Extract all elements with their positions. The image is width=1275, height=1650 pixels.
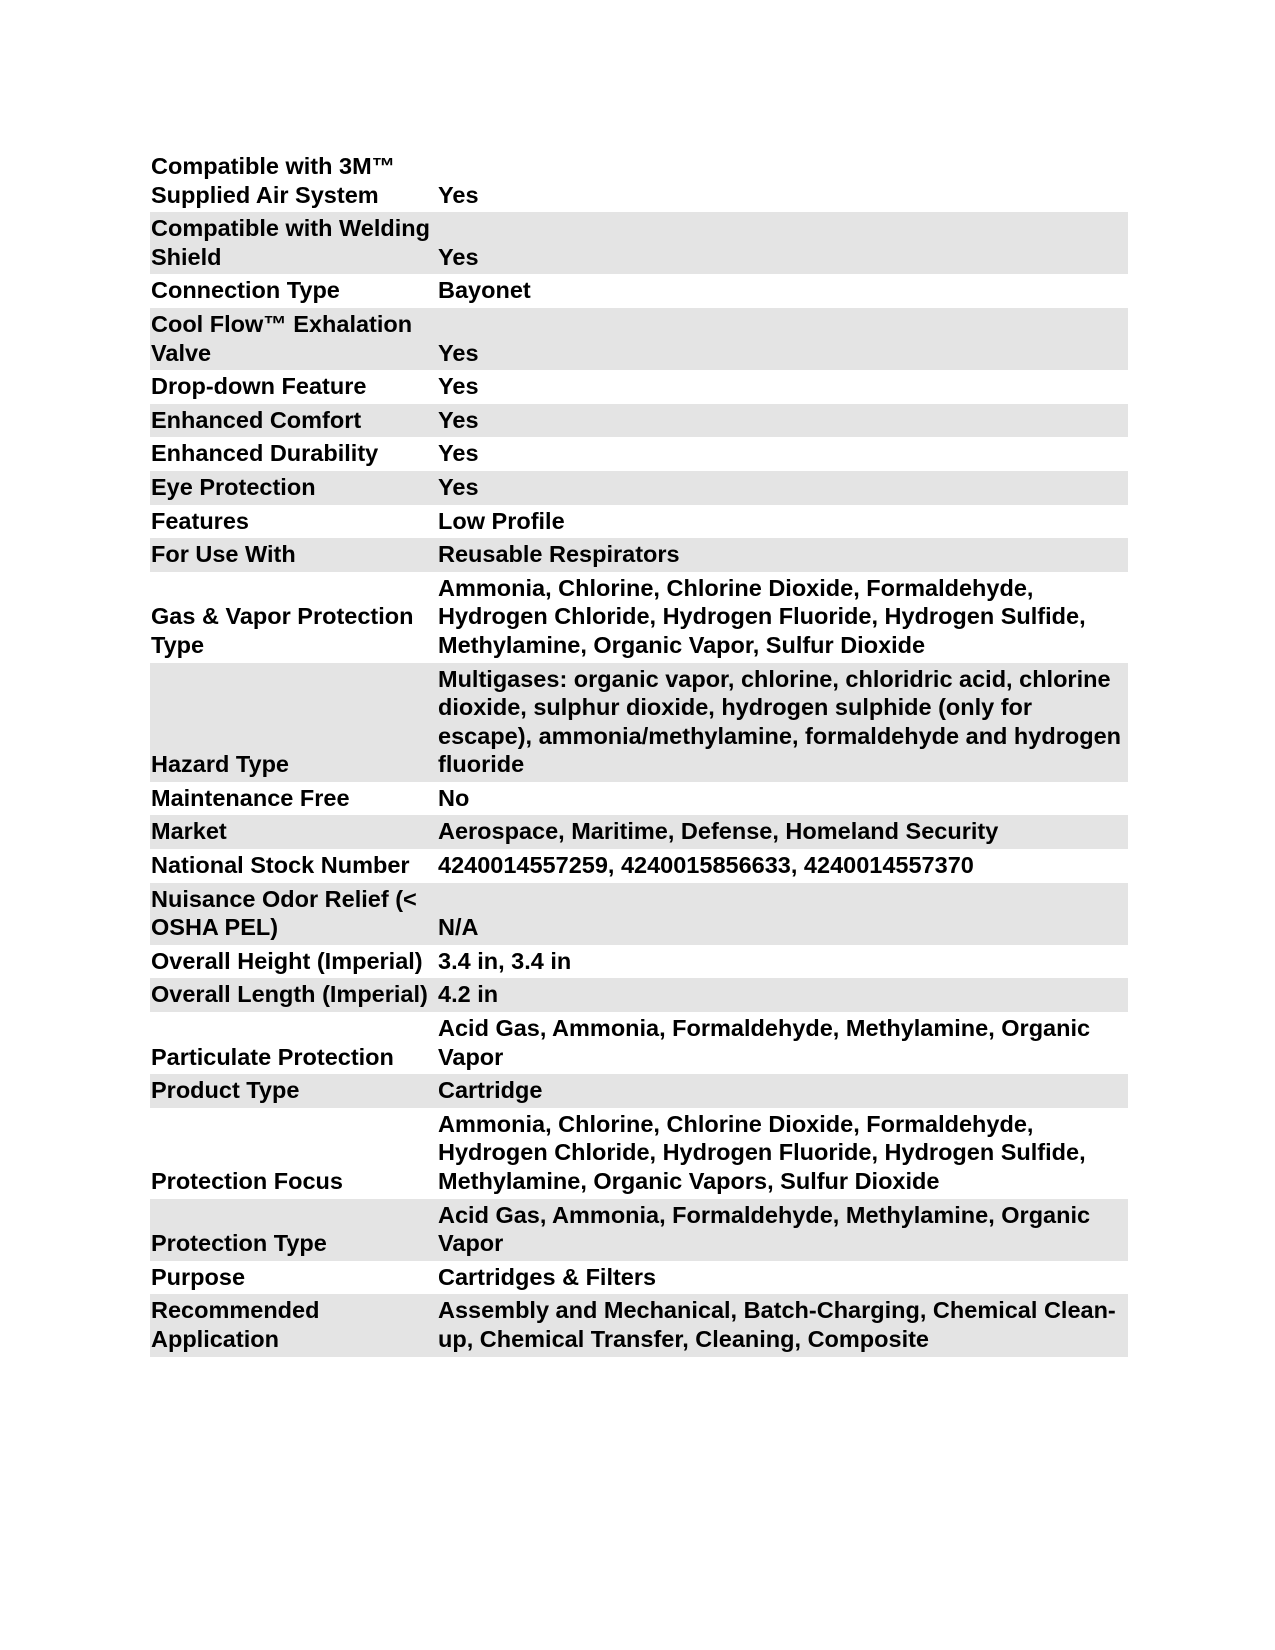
spec-label: For Use With xyxy=(150,538,438,572)
spec-value: Yes xyxy=(438,212,1128,274)
spec-label: Recommended Application xyxy=(150,1294,438,1356)
spec-value: Yes xyxy=(438,471,1128,505)
spec-row xyxy=(150,1294,1128,1356)
spec-value: Yes xyxy=(438,440,479,467)
spec-row xyxy=(150,370,1128,404)
spec-value: Bayonet xyxy=(438,277,531,304)
spec-label: Particulate Protection xyxy=(151,1043,394,1070)
spec-value: Low Profile xyxy=(438,507,565,534)
spec-label: Drop-down Feature xyxy=(151,373,367,400)
spec-label: Maintenance Free xyxy=(151,784,350,811)
spec-row xyxy=(150,404,1128,438)
spec-row xyxy=(150,1108,1128,1199)
spec-value: N/A xyxy=(438,883,1128,945)
spec-row xyxy=(150,538,1128,572)
spec-value: Multigases: organic vapor, chlorine, chloridric acid, chlorine dioxide, sulphur dioxide, hydrogen sulphide (only for escape), ammonia/methylamine, formaldehyde and hydrogen fluoride xyxy=(438,663,1128,782)
spec-value: Reusable Respirators xyxy=(438,538,1128,572)
spec-value: Assembly and Mechanical, Batch-Charging, Chemical Clean-up, Chemical Transfer, Cleaning, Composite xyxy=(438,1294,1128,1356)
spec-value: Cartridges & Filters xyxy=(438,1263,657,1290)
spec-label: Enhanced Comfort xyxy=(150,404,438,438)
spec-label: Overall Length (Imperial) xyxy=(150,978,438,1012)
spec-table xyxy=(150,150,1128,1357)
spec-label: Nuisance Odor Relief (< OSHA PEL) xyxy=(150,883,438,945)
spec-row xyxy=(150,150,1128,212)
spec-label: Eye Protection xyxy=(150,471,438,505)
spec-value: 4.2 in xyxy=(438,978,1128,1012)
spec-row xyxy=(150,1199,1128,1261)
spec-row xyxy=(150,1012,1128,1074)
spec-value: Acid Gas, Ammonia, Formaldehyde, Methylamine, Organic Vapor xyxy=(438,1199,1128,1261)
spec-row xyxy=(150,274,1128,308)
spec-row xyxy=(150,945,1128,979)
spec-label: Connection Type xyxy=(151,277,340,304)
spec-row xyxy=(150,1074,1128,1108)
spec-value: Ammonia, Chlorine, Chlorine Dioxide, Formaldehyde, Hydrogen Chloride, Hydrogen Fluoride, Hydrogen Sulfide, Methylamine, Organic Vapor, Sulfur Dioxide xyxy=(438,574,1086,658)
spec-label: Gas & Vapor Protection Type xyxy=(151,603,414,658)
spec-row xyxy=(150,782,1128,816)
spec-row xyxy=(150,883,1128,945)
spec-value: 3.4 in, 3.4 in xyxy=(438,947,572,974)
spec-table-body xyxy=(150,150,1128,1357)
spec-label: Protection Focus xyxy=(151,1168,343,1194)
spec-row xyxy=(150,212,1128,274)
spec-value: Aerospace, Maritime, Defense, Homeland Security xyxy=(438,815,1128,849)
spec-label: Cool Flow™ Exhalation Valve xyxy=(150,308,438,370)
spec-label: Features xyxy=(151,507,249,534)
spec-row xyxy=(150,849,1128,883)
spec-label: Overall Height (Imperial) xyxy=(151,947,423,974)
spec-value: Yes xyxy=(438,181,479,208)
spec-row xyxy=(150,505,1128,539)
spec-value: Ammonia, Chlorine, Chlorine Dioxide, Formaldehyde, Hydrogen Chloride, Hydrogen Fluoride, Hydrogen Sulfide, Methylamine, Organic Vapors, Sulfur Dioxide xyxy=(438,1110,1086,1194)
spec-value: Yes xyxy=(438,308,1128,370)
spec-value: Acid Gas, Ammonia, Formaldehyde, Methylamine, Organic Vapor xyxy=(438,1015,1091,1070)
spec-row xyxy=(150,1261,1128,1295)
spec-label: Protection Type xyxy=(150,1199,438,1261)
spec-row xyxy=(150,437,1128,471)
spec-label: Product Type xyxy=(150,1074,438,1108)
spec-value: 4240014557259, 4240015856633, 4240014557370 xyxy=(438,852,974,879)
spec-label: National Stock Number xyxy=(151,852,410,879)
spec-row xyxy=(150,978,1128,1012)
spec-row xyxy=(150,471,1128,505)
spec-row xyxy=(150,663,1128,782)
spec-value: No xyxy=(438,784,470,811)
spec-label: Market xyxy=(150,815,438,849)
spec-row xyxy=(150,572,1128,663)
spec-label: Compatible with Welding Shield xyxy=(150,212,438,274)
spec-label: Hazard Type xyxy=(150,663,438,782)
spec-value: Yes xyxy=(438,404,1128,438)
spec-value: Yes xyxy=(438,373,479,400)
spec-row xyxy=(150,815,1128,849)
spec-label: Purpose xyxy=(151,1263,246,1290)
spec-label: Enhanced Durability xyxy=(151,440,379,467)
spec-value: Cartridge xyxy=(438,1074,1128,1108)
spec-row xyxy=(150,308,1128,370)
spec-label: Compatible with 3M™ Supplied Air System xyxy=(151,153,396,208)
